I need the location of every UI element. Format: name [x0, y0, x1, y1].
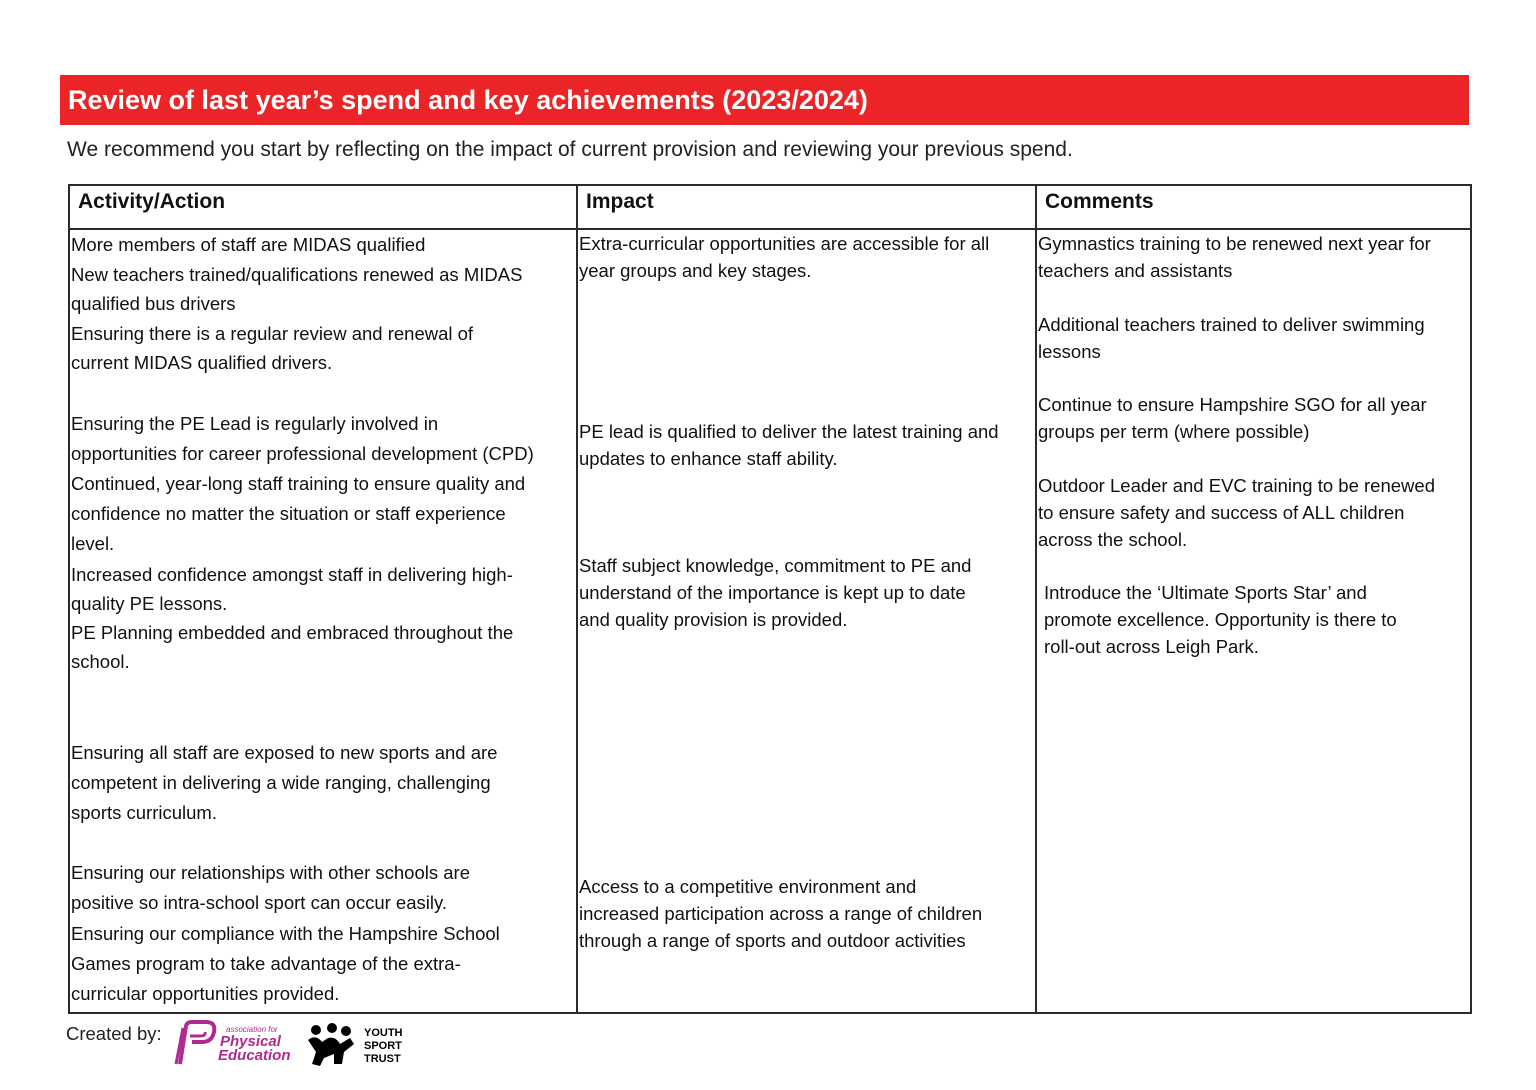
impact-line: Access to a competitive environment and: [579, 876, 917, 897]
yst-logo: [306, 1022, 416, 1068]
impact-line: Staff subject knowledge, commitment to PE and: [579, 555, 972, 576]
created-by-label: Created by:: [66, 1023, 162, 1044]
activity-line: sports curriculum.: [71, 802, 217, 823]
activity-line: Increased confidence amongst staff in delivering high-: [71, 564, 513, 585]
yst-logo-line3: TRUST: [364, 1053, 401, 1065]
activity-line: Ensuring our relationships with other schools are: [71, 862, 470, 883]
comment-line: across the school.: [1038, 529, 1188, 550]
comment-line: Outdoor Leader and EVC training to be renewed: [1038, 475, 1435, 496]
activity-line: current MIDAS qualified drivers.: [71, 352, 333, 373]
header-comments: Comments: [1036, 185, 1471, 229]
activity-line: positive so intra-school sport can occur easily.: [71, 892, 447, 913]
header-activity: Activity/Action: [69, 185, 577, 229]
impact-line: and quality provision is provided.: [579, 609, 848, 630]
comments-cell: [1036, 229, 1471, 1013]
impact-cell: [577, 229, 1036, 1013]
activity-line: PE Planning embedded and embraced throughout the: [71, 622, 514, 643]
impact-line: year groups and key stages.: [579, 260, 812, 281]
table-header-row: [69, 185, 1471, 229]
comment-line: Additional teachers trained to deliver swimming: [1038, 314, 1425, 335]
afpe-logo-line2: Physical: [220, 1033, 281, 1050]
comment-line: promote excellence. Opportunity is there to: [1044, 609, 1397, 630]
impact-line: through a range of sports and outdoor activities: [579, 930, 966, 951]
yst-logo-line1: YOUTH: [364, 1027, 403, 1039]
comment-line: Continue to ensure Hampshire SGO for all year: [1038, 394, 1427, 415]
header-impact: Impact: [577, 185, 1036, 229]
comment-line: teachers and assistants: [1038, 260, 1233, 281]
impact-line: PE lead is qualified to deliver the latest training and: [579, 421, 999, 442]
comment-line: to ensure safety and success of ALL children: [1038, 502, 1405, 523]
activity-line: Games program to take advantage of the extra-: [71, 953, 461, 974]
impact-line: updates to enhance staff ability.: [579, 448, 838, 469]
impact-line: increased participation across a range of children: [579, 903, 983, 924]
comment-line: roll-out across Leigh Park.: [1044, 636, 1259, 657]
table-row: [69, 229, 1471, 1013]
yst-logo-line2: SPORT: [364, 1040, 402, 1052]
activity-line: Ensuring our compliance with the Hampshire School: [71, 923, 500, 944]
activity-line: level.: [71, 533, 115, 554]
review-table: [68, 184, 1472, 1014]
activity-line: More members of staff are MIDAS qualified: [71, 234, 426, 255]
impact-line: understand of the importance is kept up to date: [579, 582, 966, 603]
activity-line: Continued, year-long staff training to ensure quality and: [71, 473, 526, 494]
comment-line: Gymnastics training to be renewed next year for: [1038, 233, 1431, 254]
activity-line: New teachers trained/qualifications renewed as MIDAS: [71, 264, 523, 285]
activity-line: school.: [71, 651, 130, 672]
activity-line: curricular opportunities provided.: [71, 983, 340, 1004]
comment-line: groups per term (where possible): [1038, 421, 1310, 442]
activity-line: confidence no matter the situation or staff experience: [71, 503, 506, 524]
activity-line: qualified bus drivers: [71, 293, 236, 314]
activity-line: Ensuring the PE Lead is regularly involved in: [71, 413, 439, 434]
afpe-logo-line1: association for: [226, 1025, 278, 1034]
activity-line: Ensuring there is a regular review and renewal of: [71, 323, 474, 344]
activity-line: quality PE lessons.: [71, 593, 228, 614]
activity-line: opportunities for career professional development (CPD): [71, 443, 534, 464]
activity-line: Ensuring all staff are exposed to new sports and are: [71, 742, 498, 763]
activity-line: competent in delivering a wide ranging, challenging: [71, 772, 491, 793]
impact-line: Extra-curricular opportunities are accessible for all: [579, 233, 990, 254]
comment-line: Introduce the ‘Ultimate Sports Star’ and: [1044, 582, 1367, 603]
intro-text: We recommend you start by reflecting on the impact of current provision and reviewing your previous spend.: [67, 138, 1073, 161]
afpe-logo-line3: Education: [218, 1047, 291, 1064]
comment-line: lessons: [1038, 341, 1101, 362]
section-title-banner: Review of last year’s spend and key achievements (2023/2024): [60, 75, 1469, 125]
activity-cell: [69, 229, 577, 1013]
afpe-logo: [172, 1020, 302, 1066]
